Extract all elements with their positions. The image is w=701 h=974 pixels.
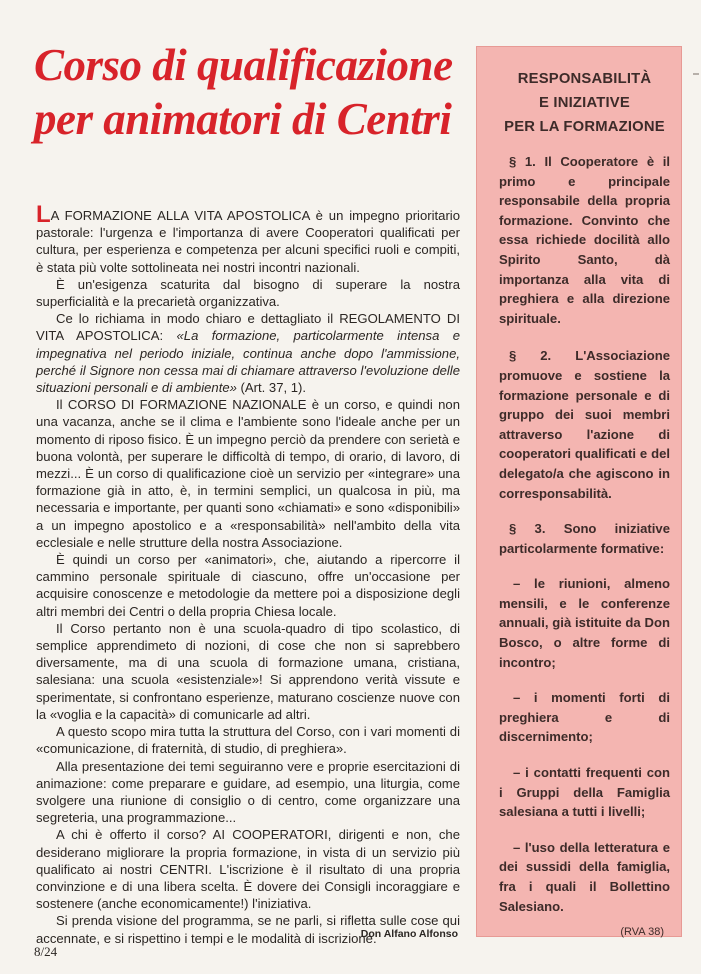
title-line-2: per animatori di Centri [34, 94, 452, 144]
regolamento-intro: Ce lo richiama in modo chiaro e dettagliato il REGOLAMENTO DI VITA APOSTOLICA: [36, 311, 460, 344]
section-1: § 1. Il Cooperatore è il primo e principale responsabile della propria formazione. Convinto che essa richiede docilità allo Spirito Santo, dà importanza alla vita di preghiera e alla direzione spirituale. [499, 154, 670, 326]
regolamento-quote: «La formazione, particolarmente intensa e impegnativa nel periodo iniziale, continua anche dopo l'ammissione, perché il Signore non cessa mai di chiamare attraverso l'evoluzione delle situazioni personali e di ambiente» [36, 328, 460, 396]
sidebar-box [476, 46, 682, 937]
margin-mark [693, 73, 699, 75]
regolamento-ref: (Art. 37, 1). [236, 380, 307, 396]
sidebar-reference: (RVA 38) [620, 926, 664, 939]
section-2: § 2. L'Associazione promuove e sostiene la formazione personale e di gruppo dei suoi membri attraverso l'azione di cooperatori qualificati e del delegato/a che agiscono in corresponsabilità. [499, 348, 670, 501]
list-item: – l'uso della letteratura e dei sussidi della famiglia, fra i quali il Bollettino Salesiano. [499, 839, 670, 914]
paragraph-2: È un'esigenza scaturita dal bisogno di superare la nostra superficialità e la precarietà organizzativa. [36, 276, 460, 310]
sidebar-title [499, 67, 670, 139]
sidebar-title-line-1: RESPONSABILITÀ [517, 71, 652, 87]
paragraph-6: Il Corso pertanto non è una scuola-quadro di tipo scolastico, di semplice apprendimeto di nozioni, di cose che non si saprebbero diversamente, ma di una scuola di formazione umana, cristiana, salesiana: una scuola «esistenziale»! Si apprendono verità vissute e sperimentate, si confrontano esperienze, maturano coscienze nuove con la «voglia e la capacità» di comunicarle ad altri. [36, 620, 460, 722]
list-item: – le riunioni, almeno mensili, e le conferenze annuali, già istituite da Don Bosco, o altre forme di incontro; [499, 576, 670, 670]
sidebar-title-line-2: E INIZIATIVE [539, 95, 630, 111]
sidebar-title-line-3: PER LA FORMAZIONE [504, 119, 665, 135]
article-title [34, 38, 454, 146]
paragraph-1 [36, 201, 460, 276]
paragraph-3 [36, 310, 460, 396]
list-item: – i contatti frequenti con i Gruppi della Famiglia salesiana a tutti i livelli; [499, 765, 670, 820]
list-item: – i momenti forti di preghiera e di discernimento; [499, 690, 670, 745]
section-3: § 3. Sono iniziative particolarmente formative: [499, 521, 670, 556]
article-body [36, 201, 460, 947]
page-number: 8/24 [34, 944, 58, 959]
paragraph-4: Il CORSO DI FORMAZIONE NAZIONALE è un corso, e quindi non una vacanza, anche se il clima e l'ambiente sono l'ideale anche per un momento di riposo fisico. È un impegno perciò da prendere con serietà e buona volontà, per superare le difficoltà di tempo, di orario, di lavoro, di mezzi... È un corso di qualificazione cioè un servizio per «integrare» una formazione già in atto, è, in termini semplici, un qualcosa in più, ma necessaria e importante, per quanti sono «chiamati» e sono «disponibili» a un impegno apostolico e a «responsabilità» nell'ambito della vita ecclesiale e nelle strutture della nostra Associazione. [36, 397, 460, 550]
title-line-1: Corso di qualificazione [34, 40, 453, 90]
paragraph-5: È quindi un corso per «animatori», che, aiutando a ripercorre il cammino personale spirituale di ciascuno, offre un'occasione per acquisire conoscenze e metodologie da mettere poi a disposizione degli altri membri dei Centri o della propria Chiesa locale. [36, 552, 460, 619]
paragraph-7: A questo scopo mira tutta la struttura del Corso, con i vari momenti di «comunicazione, di fraternità, di studio, di preghiera». [36, 724, 460, 757]
paragraph-9: A chi è offerto il corso? AI COOPERATORI, dirigenti e non, che desiderano migliorare la propria formazione, in vista di un servizio più qualificato ai nostri CENTRI. L'iscrizione è il risultato di una propria convinzione e di una libera scelta. È dovere dei Consigli incoraggiare e sostenere (anche economicamente!) l'iniziativa. [36, 827, 460, 912]
paragraph-10: Si prenda visione del programma, se ne parli, si rifletta sulle cose qui accennate, e si rispettino i tempi e le modalità di iscrizione. [36, 913, 460, 946]
paragraph-1-text: A FORMAZIONE ALLA VITA APOSTOLICA è un impegno prioritario pastorale: l'urgenza e l'importanza di avere Cooperatori qualificati per cultura, per esperienza e competenza per alcuni specifici ruoli e compiti, è stata più volte sottolineata nei nostri incontri nazionali. [36, 208, 460, 275]
drop-cap: L [36, 201, 51, 228]
paragraph-8: Alla presentazione dei temi seguiranno vere e proprie esercitazioni di animazione: come preparare e guidare, ad esempio, una liturgia, come svolgere una riunione di consiglio o di centro, come organizzare una segreteria, una programmazione... [36, 758, 460, 826]
author-signature: Don Alfano Alfonso [360, 928, 458, 940]
